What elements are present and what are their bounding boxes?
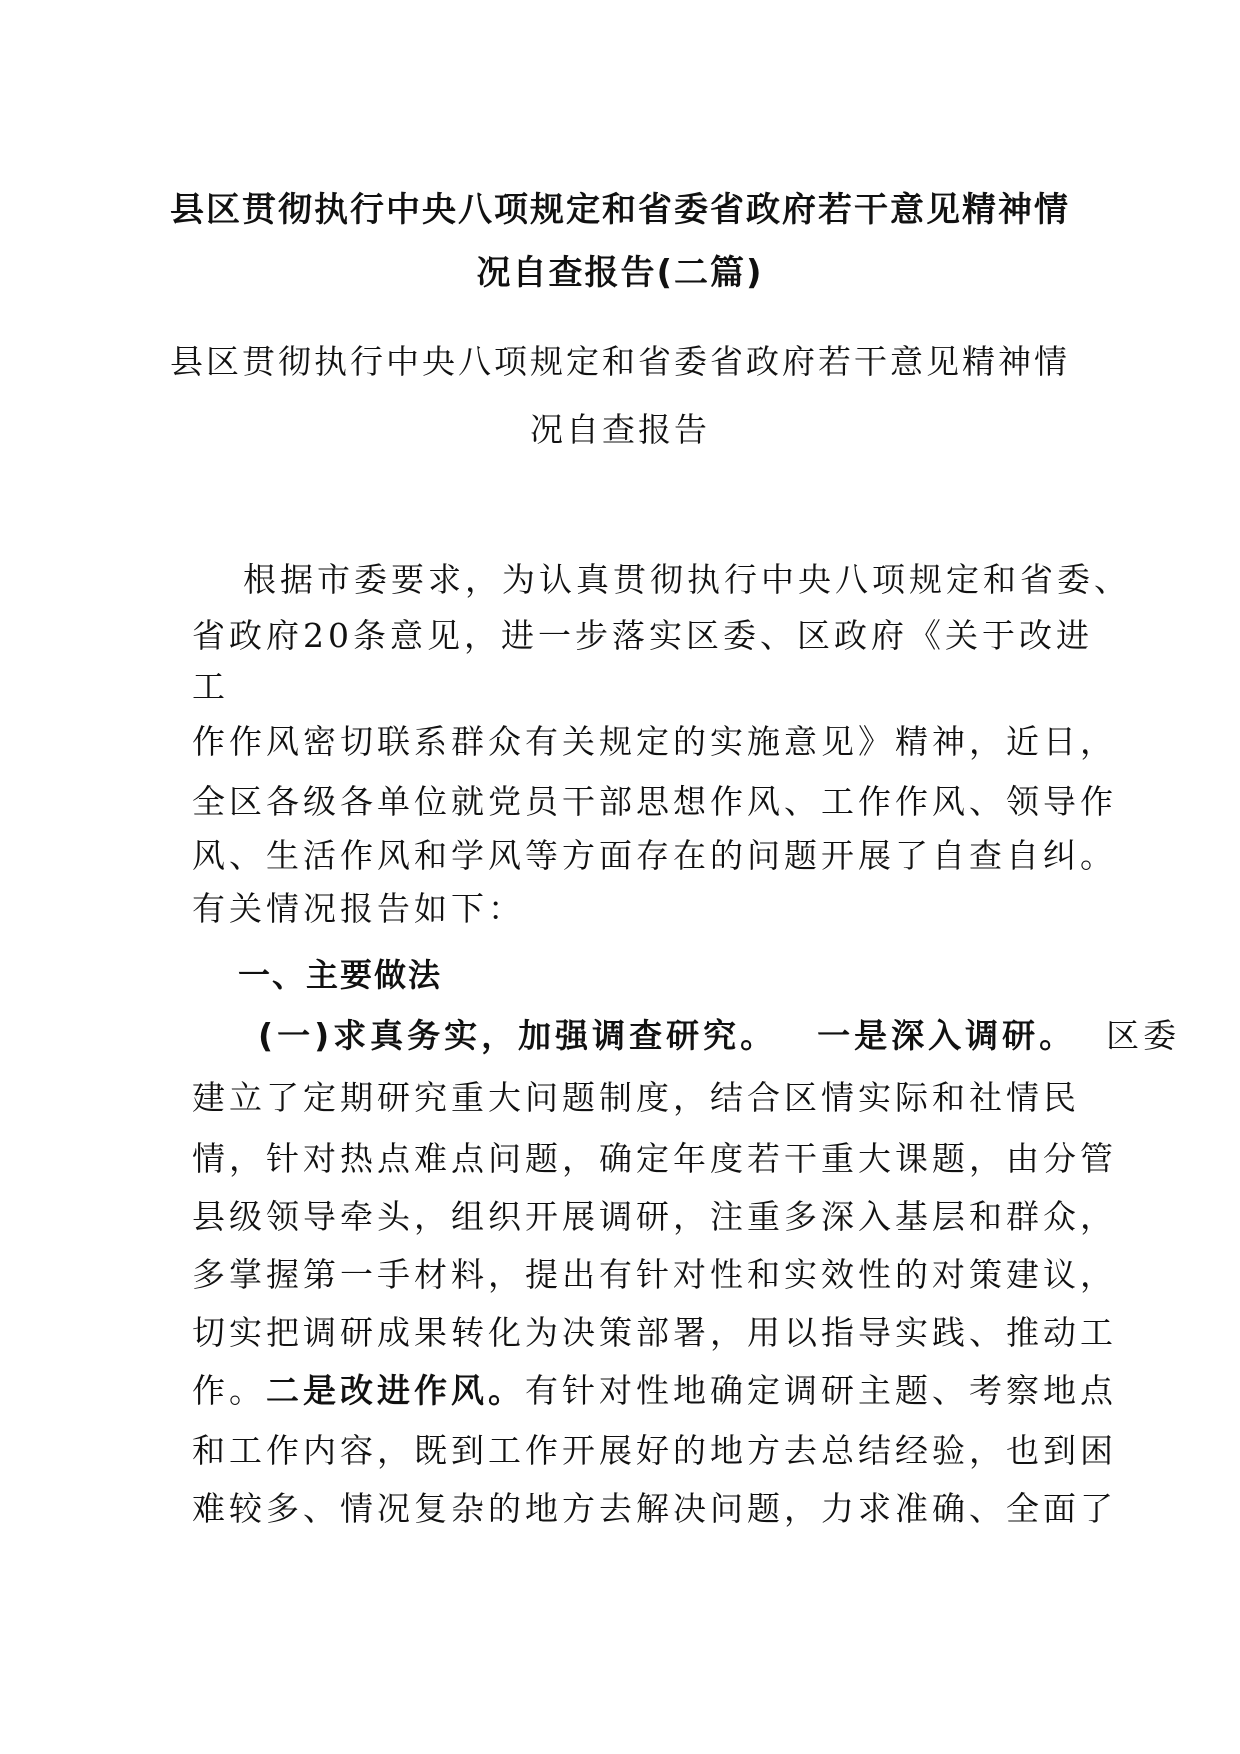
body-line-5: 切实把调研成果转化为决策部署，用以指导实践、推动工 <box>192 1313 1117 1352</box>
document-subtitle-line-2: 况自查报告 <box>530 410 710 449</box>
document-title-line-1: 县区贯彻执行中央八项规定和省委省政府若干意见精神情 <box>170 190 1070 230</box>
intro-line-5: 全区各级各单位就党员干部思想作风、工作作风、领导作 <box>192 782 1117 821</box>
body-line-1: 建立了定期研究重大问题制度，结合区情实际和社情民 <box>192 1078 1080 1117</box>
point-2-after: 有针对性地确定调研主题、考察地点 <box>525 1371 1117 1410</box>
intro-line-7: 有关情况报告如下： <box>192 889 525 928</box>
document-subtitle-line-1: 县区贯彻执行中央八项规定和省委省政府若干意见精神情 <box>170 342 1070 381</box>
subsection-heading-line <box>258 1016 1180 1056</box>
point-1-start: 区委 <box>1106 1016 1181 1055</box>
section-heading: 一、主要做法 <box>238 956 443 994</box>
intro-line-2: 省政府20条意见，进一步落实区委、区政府《关于改进 <box>192 616 1093 655</box>
intro-line-4: 作作风密切联系群众有关规定的实施意见》精神，近日， <box>192 722 1117 761</box>
tail-line-1: 和工作内容，既到工作开展好的地方去总结经验，也到困 <box>192 1431 1117 1470</box>
intro-line-3: 工 <box>192 667 229 706</box>
intro-line-1: 根据市委要求，为认真贯彻执行中央八项规定和省委、 <box>243 560 1131 599</box>
point-2-before: 作。 <box>192 1371 266 1410</box>
point-2-line <box>192 1371 1117 1411</box>
point-2-label: 二是改进作风。 <box>266 1371 525 1410</box>
document-title-line-2: 况自查报告(二篇) <box>476 253 764 293</box>
body-line-2: 情，针对热点难点问题，确定年度若干重大课题，由分管 <box>192 1139 1117 1178</box>
body-line-4: 多掌握第一手材料，提出有针对性和实效性的对策建议， <box>192 1255 1117 1294</box>
intro-line-6: 风、生活作风和学风等方面存在的问题开展了自查自纠。 <box>192 836 1117 875</box>
body-line-3: 县级领导牵头，组织开展调研，注重多深入基层和群众， <box>192 1197 1117 1236</box>
tail-line-2: 难较多、情况复杂的地方去解决问题，力求准确、全面了 <box>192 1489 1117 1528</box>
subsection-heading: (一)求真务实，加强调查研究。 <box>258 1016 778 1055</box>
point-1-label: 一是深入调研。 <box>817 1016 1077 1055</box>
